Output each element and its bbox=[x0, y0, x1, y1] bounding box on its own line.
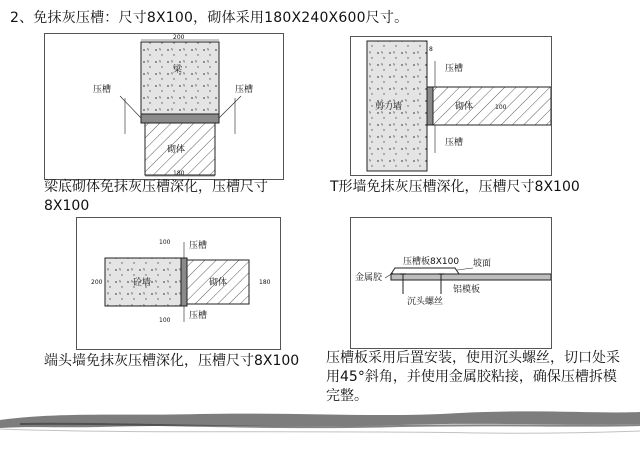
groove-band bbox=[141, 114, 219, 123]
masonry-shape bbox=[433, 87, 551, 125]
dim-top-label: 100 bbox=[159, 239, 171, 246]
dim-b-label: 100 bbox=[495, 104, 507, 111]
aluminum-form bbox=[391, 274, 551, 280]
shear-wall-label: 剪力墙 bbox=[375, 102, 403, 112]
diagram-groove-board bbox=[350, 217, 552, 349]
dim-a-label: 8 bbox=[429, 46, 433, 53]
bottom-dim-label: 180 bbox=[173, 170, 185, 177]
groove-top-label: 压槽 bbox=[445, 64, 464, 74]
caption-end-wall: 端头墙免抹灰压槽深化，压槽尺寸8X100 bbox=[44, 353, 300, 369]
bevel-label: 坡面 bbox=[473, 259, 492, 269]
groove-bottom-label: 压槽 bbox=[445, 138, 464, 148]
beam-shape bbox=[141, 42, 219, 114]
beam-label: 梁 bbox=[173, 65, 183, 75]
metal-glue-label: 金属胶 bbox=[355, 273, 383, 283]
dim-left-label: 200 bbox=[91, 279, 103, 286]
groove-board-label: 压槽板8X100 bbox=[403, 257, 460, 267]
diagram-t-wall bbox=[350, 36, 552, 176]
caption-groove-board: 压槽板采用后置安装，使用沉头螺丝，切口处采用45°斜角，并使用金属胶粘接，确保压槽拆模完整。 bbox=[326, 350, 620, 404]
brush-stroke-decoration bbox=[0, 400, 640, 457]
masonry-label: 砌体 bbox=[167, 145, 186, 155]
caption-beam-bottom: 梁底砌体免抹灰压槽深化，压槽尺寸8X100 bbox=[44, 179, 268, 214]
groove-board-shape bbox=[391, 268, 459, 274]
right-groove-label: 压槽 bbox=[235, 85, 254, 95]
left-groove-label: 压槽 bbox=[93, 85, 112, 95]
top-dim-label: 200 bbox=[173, 34, 185, 41]
screw-label: 沉头螺丝 bbox=[407, 297, 444, 307]
groove-slot bbox=[427, 87, 433, 125]
concrete-label: 砼墙 bbox=[133, 278, 152, 288]
groove-slot bbox=[181, 258, 187, 306]
diagram-end-wall bbox=[76, 217, 281, 350]
section-title: 2、免抹灰压槽：尺寸8X100，砌体采用180X240X600尺寸。 bbox=[10, 10, 409, 26]
masonry-label: 砌体 bbox=[209, 278, 228, 288]
aluminum-label: 铝模板 bbox=[453, 285, 481, 295]
diagram-beam-bottom bbox=[44, 33, 284, 180]
caption-t-wall: T形墙免抹灰压槽深化，压槽尺寸8X100 bbox=[330, 179, 580, 195]
groove-bottom-label: 压槽 bbox=[189, 311, 208, 321]
dim-right-label: 180 bbox=[259, 279, 271, 286]
dim-bottom-label: 100 bbox=[159, 317, 171, 324]
groove-top-label: 压槽 bbox=[189, 241, 208, 251]
masonry-label: 砌体 bbox=[455, 102, 474, 112]
